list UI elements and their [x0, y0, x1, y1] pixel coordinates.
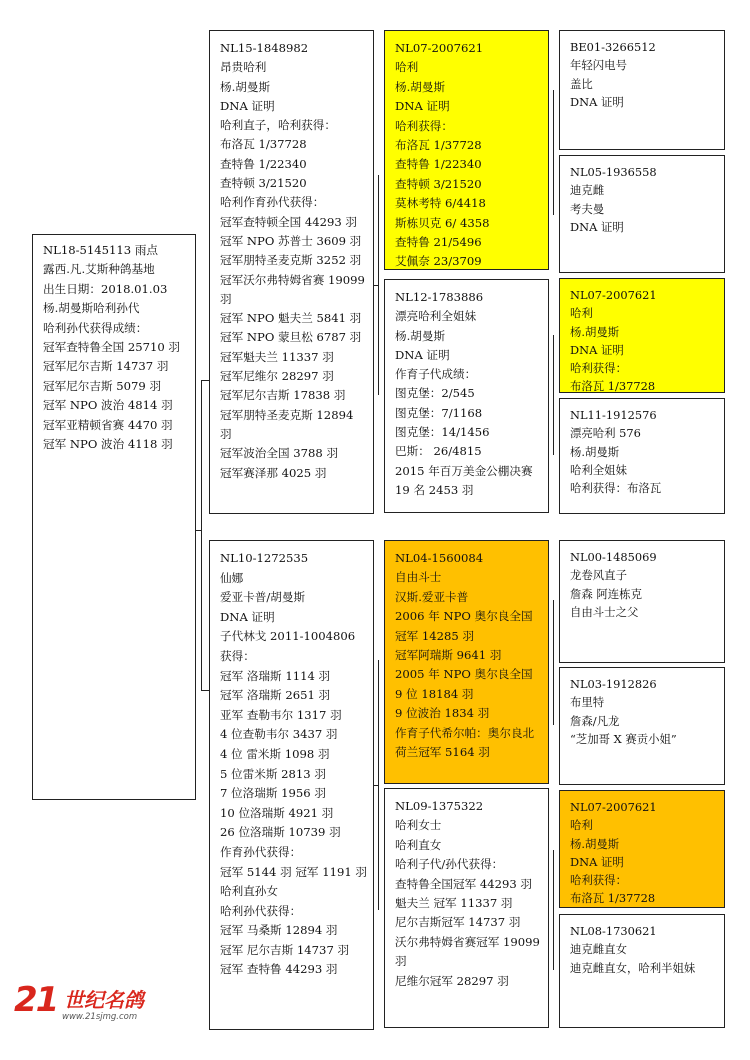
pedigree-line: BE01-3266512 [570, 40, 656, 54]
pedigree-line: 魁夫兰 冠军 11337 羽 [395, 896, 513, 911]
sds-text [560, 279, 724, 393]
sds-card [559, 278, 725, 393]
pedigree-line: NL07-2007621 [570, 800, 657, 814]
pedigree-line: 哈利 [570, 306, 593, 321]
dam-text [210, 541, 373, 984]
pedigree-line: 哈利获得： [570, 361, 627, 376]
pedigree-line: 冠军亚精顿省赛 4470 羽 [43, 417, 173, 432]
pedigree-line: NL15-1848982 [220, 41, 309, 55]
pedigree-line: DNA 证明 [220, 98, 275, 113]
pedigree-line: 冠军 马桑斯 12894 羽 [220, 923, 338, 938]
pedigree-line: 2005 年 NPO 奥尔良全国 9 位 18184 羽 [395, 667, 533, 701]
pedigree-line: 冠军 洛瑞斯 1114 羽 [220, 668, 331, 683]
dam-dam-text [385, 789, 548, 995]
dsd-card [559, 667, 725, 785]
pedigree-line: 冠军 尼尔吉斯 14737 羽 [220, 942, 350, 957]
pedigree-line: 斯栋贝克 6/ 4358 [395, 215, 490, 230]
pedigree-line: 年轻闪电号 [570, 58, 627, 73]
logo-url: www.21sjmg.com [62, 1012, 138, 1022]
pedigree-line: NL03-1912826 [570, 677, 657, 691]
pedigree-line: 哈利 [570, 818, 593, 833]
pedigree-line: 哈利 [395, 60, 419, 75]
pedigree-line: 10 位洛瑞斯 4921 羽 [220, 805, 334, 820]
pedigree-line: 哈利子代/孙代获得： [395, 857, 504, 872]
pedigree-line: 冠军 NPO 蒙旦松 6787 羽 [220, 330, 362, 345]
dds-card [559, 790, 725, 908]
pedigree-line: 迪克雌直女 [570, 942, 627, 957]
pedigree-line: NL00-1485069 [570, 550, 657, 564]
pedigree-line: DNA 证明 [570, 219, 624, 234]
pedigree-line: NL04-1560084 [395, 551, 484, 565]
sire-dam-card [384, 279, 549, 513]
ddd-text [560, 915, 724, 981]
pedigree-line: 4 位查勒韦尔 3437 羽 [220, 727, 338, 742]
logo-number: 21 [14, 980, 58, 1020]
pedigree-line: 冠军 洛瑞斯 2651 羽 [220, 688, 331, 703]
pedigree-line: NL12-1783886 [395, 290, 484, 304]
pedigree-line: 冠军 5144 羽 冠军 1191 羽 [220, 864, 367, 879]
pedigree-line: 子代林戈 2011-1004806 获得： [220, 629, 356, 663]
pedigree-line: 查特顿 3/21520 [220, 176, 307, 191]
pedigree-line: 尼维尔冠军 28297 羽 [395, 973, 509, 988]
pedigree-line: DNA 证明 [570, 94, 624, 109]
dam-card [209, 540, 374, 1030]
pedigree-line: DNA 证明 [395, 347, 450, 362]
pedigree-line: 查特鲁 1/22340 [220, 156, 307, 171]
pedigree-line: 出生日期：2018.01.03 [43, 281, 168, 296]
pedigree-line: 图克堡：2/545 [395, 386, 475, 401]
pedigree-line: 沃尔弗特姆省赛冠军 19099 羽 [395, 934, 540, 969]
pedigree-line: 詹森 阿连栋克 [570, 586, 642, 601]
pedigree-line: 自由斗士 [395, 570, 442, 585]
connector-dam-top [201, 690, 209, 691]
pedigree-line: NL10-1272535 [220, 551, 309, 565]
pedigree-line: DNA 证明 [570, 854, 624, 869]
dam-sire-text [385, 541, 548, 766]
pedigree-line: 布洛瓦 1/37728 [395, 138, 482, 153]
pedigree-line: 迪克雌 [570, 183, 605, 198]
pedigree-line: 漂亮哈利全姐妹 [395, 309, 477, 324]
connector-sire-top [201, 380, 209, 381]
pedigree-line: 露西.凡.艾斯种鸽基地 [43, 262, 155, 277]
pedigree-line: 冠军阿瑞斯 9641 羽 [395, 648, 502, 663]
pedigree-line: 杨.胡曼斯 [395, 328, 446, 343]
pedigree-line: 杨.胡曼斯 [570, 444, 620, 459]
pedigree-line: 詹森/凡龙 [570, 713, 620, 728]
pedigree-line: 亚军 查勒韦尔 1317 羽 [220, 707, 342, 722]
pedigree-line: 迪克雌直女，哈利半姐妹 [570, 960, 696, 975]
pedigree-line: 图克堡：14/1456 [395, 425, 490, 440]
pedigree-line: 仙娜 [220, 570, 244, 585]
pedigree-line: 龙卷风直子 [570, 568, 627, 583]
pedigree-line: 哈利获得： [570, 873, 627, 888]
pedigree-line: 哈利直子，哈利获得： [220, 118, 336, 133]
pedigree-line: 哈利直孙女 [220, 884, 278, 899]
subject-pigeon-card [32, 234, 196, 800]
pedigree-line: 9 位波治 1834 羽 [395, 706, 490, 721]
pedigree-line: NL18-5145113 雨点 [43, 243, 159, 257]
sdd-card [559, 398, 725, 514]
pedigree-line: 冠军朋特圣麦克斯 3252 羽 [220, 253, 362, 268]
pedigree-line: 艾佩奈 23/3709 [395, 254, 482, 269]
pedigree-line: 杨.胡曼斯哈利孙代 [43, 301, 140, 316]
pedigree-line: 4 位 雷米斯 1098 羽 [220, 746, 330, 761]
pedigree-line: 盖比 [570, 76, 593, 91]
dam-dam-card [384, 788, 549, 1028]
pedigree-line: 冠军尼尔吉斯 14737 羽 [43, 359, 169, 374]
ssd-text [560, 156, 724, 240]
connector-dd-bracket [553, 850, 554, 970]
dam-sire-card [384, 540, 549, 784]
pedigree-line: 杨.胡曼斯 [570, 836, 620, 851]
pedigree-line: DNA 证明 [570, 342, 624, 357]
pedigree-line: 作育子代成绩： [395, 367, 477, 382]
pedigree-line: 杨.胡曼斯 [220, 79, 271, 94]
pedigree-line: NL07-2007621 [395, 41, 484, 55]
subject-pigeon-text [33, 235, 195, 458]
pedigree-line: 7 位洛瑞斯 1956 羽 [220, 786, 326, 801]
site-logo [14, 978, 184, 1028]
pedigree-line: 26 位洛瑞斯 10739 羽 [220, 825, 341, 840]
dss-card [559, 540, 725, 663]
pedigree-line: 查特顿 3/21520 [395, 176, 482, 191]
pedigree-line: NL11-1912576 [570, 408, 657, 422]
pedigree-line: 冠军 NPO 苏普士 3609 羽 [220, 233, 362, 248]
connector-ss-bracket [553, 90, 554, 215]
sss-text [560, 31, 724, 115]
pedigree-line: 哈利孙代获得： [220, 903, 302, 918]
pedigree-line: DNA 证明 [220, 609, 275, 624]
pedigree-line: 布洛瓦 1/37728 [570, 379, 656, 393]
connector-dam-stub [374, 785, 379, 786]
pedigree-line: 冠军 NPO 魁夫兰 5841 羽 [220, 311, 362, 326]
pedigree-line: 作育子代希尔帕：奥尔良北荷兰冠军 5164 羽 [395, 725, 535, 760]
pedigree-line: 2006 年 NPO 奥尔良全国冠军 14285 羽 [395, 609, 533, 643]
pedigree-line: 杨.胡曼斯 [395, 79, 446, 94]
pedigree-line: 布里特 [570, 695, 605, 710]
pedigree-line: 冠军尼尔吉斯 5079 羽 [43, 378, 162, 393]
pedigree-line: 冠军波治全国 3788 羽 [220, 446, 339, 461]
pedigree-line: 布洛瓦 1/37728 [570, 891, 656, 906]
connector-sd-bracket [553, 335, 554, 455]
pedigree-line: 冠军魁夫兰 11337 羽 [220, 349, 334, 364]
pedigree-line: 5 位雷米斯 2813 羽 [220, 766, 326, 781]
pedigree-line: 汉斯.爱亚卡普 [395, 589, 469, 604]
sss-card [559, 30, 725, 150]
pedigree-line: NL09-1375322 [395, 799, 484, 813]
logo-name: 世纪名鸽 [64, 988, 144, 1012]
pedigree-line: 哈利孙代获得成绩： [43, 320, 148, 335]
connector-subject-stub [196, 530, 202, 531]
sire-sire-text [385, 31, 548, 270]
pedigree-line: 漂亮哈利 576 [570, 426, 641, 441]
pedigree-line: 图克堡：7/1168 [395, 405, 483, 420]
pedigree-line: 冠军沃尔弗特姆省赛 19099 羽 [220, 272, 365, 306]
pedigree-line: 巴斯： 26/4815 [395, 444, 482, 459]
ddd-card [559, 914, 725, 1028]
pedigree-line: 查特鲁 21/5496 [395, 235, 482, 250]
connector-ds-bracket [553, 600, 554, 725]
dds-text [560, 791, 724, 908]
pedigree-line: 爱亚卡普/胡曼斯 [220, 590, 306, 605]
pedigree-line: 考夫曼 [570, 201, 605, 216]
sire-card [209, 30, 374, 514]
pedigree-line: NL07-2007621 [570, 288, 657, 302]
sire-sire-card [384, 30, 549, 270]
sire-dam-text [385, 280, 548, 504]
pedigree-line: 昂贵哈利 [220, 60, 267, 75]
pedigree-line: 哈利作育孙代获得： [220, 195, 325, 210]
pedigree-line: NL08-1730621 [570, 924, 657, 938]
pedigree-line: 冠军 NPO 波治 4814 羽 [43, 398, 173, 413]
connector-sire-stub [374, 285, 379, 286]
pedigree-line: 哈利女士 [395, 818, 442, 833]
pedigree-line: NL05-1936558 [570, 165, 657, 179]
pedigree-line: 作育孙代获得： [220, 844, 302, 859]
sdd-text [560, 399, 724, 501]
sire-text [210, 31, 373, 487]
pedigree-line: 尼尔吉斯冠军 14737 羽 [395, 915, 521, 930]
pedigree-line: 哈利直女 [395, 837, 442, 852]
dss-text [560, 541, 724, 625]
pedigree-line: 冠军 NPO 波治 4118 羽 [43, 437, 173, 452]
pedigree-line: 冠军尼维尔 28297 羽 [220, 369, 334, 384]
ssd-card [559, 155, 725, 273]
pedigree-line: 冠军查特鲁全国 25710 羽 [43, 340, 181, 355]
pedigree-line: 哈利获得： [395, 118, 453, 133]
pedigree-line: 哈利全姐妹 [570, 462, 627, 477]
dsd-text [560, 668, 724, 752]
pedigree-line: 冠军 查特鲁 44293 羽 [220, 962, 338, 977]
pedigree-line: 冠军赛泽那 4025 羽 [220, 465, 327, 480]
pedigree-line: 哈利获得：布洛瓦 [570, 481, 662, 496]
pedigree-line: 查特鲁 1/22340 [395, 157, 482, 172]
pedigree-line: “芝加哥 X 赛贡小姐” [570, 731, 677, 746]
pedigree-line: 杨.胡曼斯 [570, 324, 620, 339]
connector-subject-bracket [201, 380, 202, 690]
pedigree-line: 莫林考特 6/4418 [395, 196, 486, 211]
pedigree-line: 冠军查特顿全国 44293 羽 [220, 214, 358, 229]
pedigree-line: 自由斗士之父 [570, 604, 639, 619]
pedigree-line: 冠军朋特圣麦克斯 12894 羽 [220, 407, 354, 441]
pedigree-line: 查特鲁全国冠军 44293 羽 [395, 876, 533, 891]
pedigree-line: 冠军尼尔吉斯 17838 羽 [220, 388, 346, 403]
pedigree-line: 2015 年百万美金公棚决赛 19 名 2453 羽 [395, 463, 533, 497]
pedigree-line: DNA 证明 [395, 99, 450, 114]
pedigree-line: 布洛瓦 1/37728 [220, 137, 307, 152]
